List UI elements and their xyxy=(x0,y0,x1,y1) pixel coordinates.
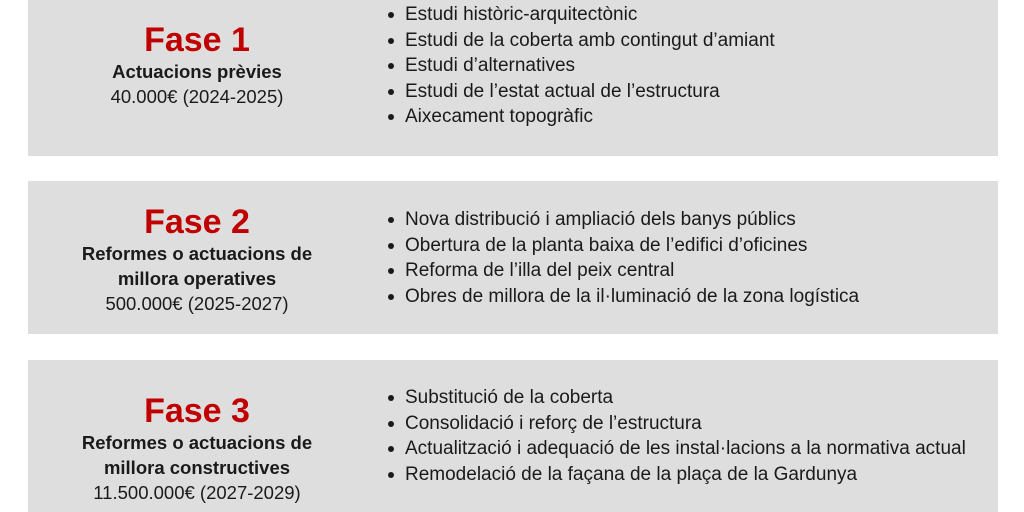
list-item: Estudi històric-arquitectònic xyxy=(386,2,986,28)
list-item: Aixecament topogràfic xyxy=(386,104,986,130)
list-item: Obertura de la planta baixa de l’edifici d’oficines xyxy=(386,233,986,259)
phase-2-items xyxy=(366,181,998,334)
phase-1-items xyxy=(366,0,998,156)
list-item: Obres de millora de la il·luminació de la zona logística xyxy=(386,284,986,310)
phase-1-budget: 40.000€ (2024-2025) xyxy=(110,86,284,107)
list-item: Nova distribució i ampliació dels banys públics xyxy=(386,207,986,233)
list-item: Estudi de l’estat actual de l’estructura xyxy=(386,79,986,105)
bullet-icon xyxy=(388,395,394,401)
bullet-icon xyxy=(388,421,394,427)
phase-1-panel xyxy=(28,0,998,156)
phase-2-header xyxy=(28,181,366,334)
phase-2-subtitle-line1: Reformes o actuacions de xyxy=(81,243,313,264)
phase-1-title: Fase 1 xyxy=(144,21,250,59)
phase-3-items xyxy=(366,360,998,512)
bullet-icon xyxy=(388,472,394,478)
bullet-icon xyxy=(388,63,394,69)
list-item: Remodelació de la façana de la plaça de la Gardunya xyxy=(386,462,986,488)
bullet-icon xyxy=(388,294,394,300)
phase-2-panel xyxy=(28,181,998,334)
phase-2-subtitle-line2: millora operatives xyxy=(117,268,277,289)
bullet-icon xyxy=(388,114,394,120)
phase-3-subtitle-line2: millora constructives xyxy=(103,457,291,478)
list-item: Reforma de l’illa del peix central xyxy=(386,258,986,284)
phase-3-budget: 11.500.000€ (2027-2029) xyxy=(93,482,301,503)
list-item: Actualització i adequació de les instal·lacions a la normativa actual xyxy=(386,436,986,462)
bullet-icon xyxy=(388,38,394,44)
phase-2-budget: 500.000€ (2025-2027) xyxy=(105,293,289,314)
phase-3-title: Fase 3 xyxy=(144,392,250,430)
phase-3-subtitle-line1: Reformes o actuacions de xyxy=(81,432,313,453)
bullet-icon xyxy=(388,12,394,18)
bullet-icon xyxy=(388,243,394,249)
bullet-icon xyxy=(388,217,394,223)
list-item: Estudi de la coberta amb contingut d’amiant xyxy=(386,28,986,54)
bullet-icon xyxy=(388,268,394,274)
phase-1-subtitle: Actuacions prèvies xyxy=(112,61,282,82)
phase-3-header xyxy=(28,360,366,512)
phase-3-panel xyxy=(28,360,998,512)
phase-2-title: Fase 2 xyxy=(144,203,250,241)
bullet-icon xyxy=(388,446,394,452)
phase-1-header xyxy=(28,0,366,156)
list-item: Estudi d’alternatives xyxy=(386,53,986,79)
list-item: Consolidació i reforç de l’estructura xyxy=(386,411,986,437)
bullet-icon xyxy=(388,89,394,95)
list-item: Substitució de la coberta xyxy=(386,385,986,411)
